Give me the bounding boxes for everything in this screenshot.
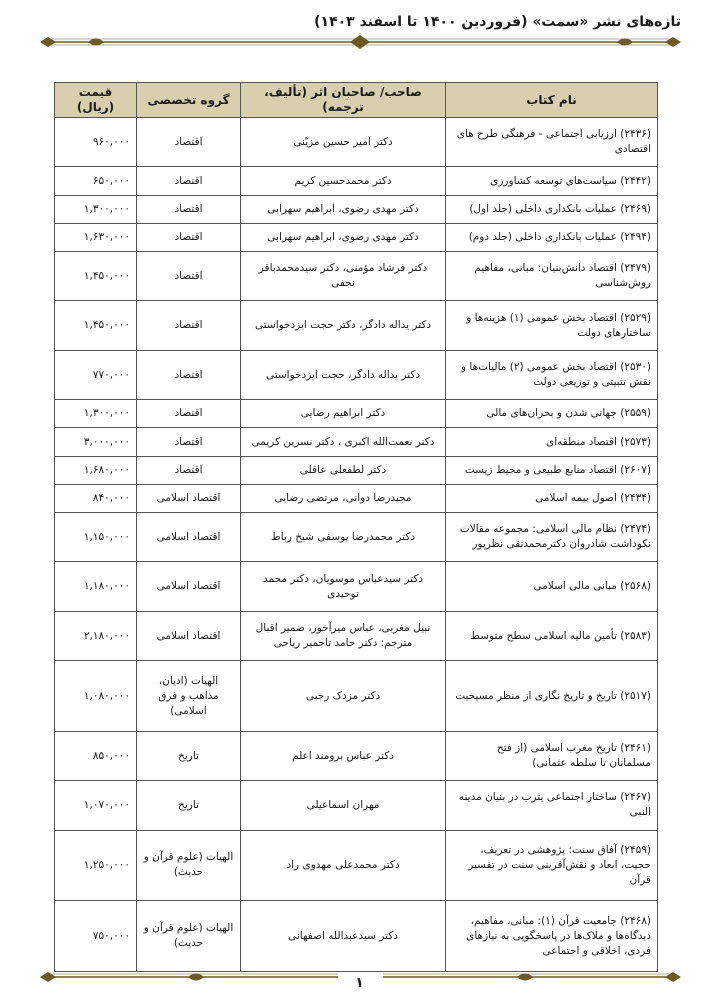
cell-author: دکتر یداله دادگر، دکتر حجت ایزدخواستی <box>241 301 446 350</box>
cell-price: ۱,۶۸۰,۰۰۰ <box>55 456 137 484</box>
cell-book-title: (۲۵۸۳) تأمین مالیه اسلامی سطح متوسط <box>446 611 658 660</box>
cell-book-title: (۲۴۶۸) جامعیت قرآن (۱): مبانی، مفاهیم، دیدگاه‌ها و ملاک‌ها در پاسخگویی به نیازهای فردی، اخلاقی و اجتماعی <box>446 901 658 972</box>
cell-price: ۳,۰۰۰,۰۰۰ <box>55 428 137 456</box>
table-row <box>55 830 658 901</box>
table-row <box>55 118 658 167</box>
cell-price: ۱,۲۵۰,۰۰۰ <box>55 830 137 901</box>
cell-group: اقتصاد <box>137 350 241 399</box>
cell-price: ۱,۱۸۰,۰۰۰ <box>55 562 137 611</box>
cell-group: اقتصاد <box>137 252 241 301</box>
cell-book-title: (۲۴۷۹) اقتصاد دانش‌بنیان: مبانی، مفاهیم روش‌شناسی <box>446 252 658 301</box>
table-row <box>55 901 658 972</box>
table-row <box>55 781 658 830</box>
cell-group: اقتصاد <box>137 301 241 350</box>
cell-group: اقتصاد <box>137 428 241 456</box>
page-number-label: ۱ <box>347 975 372 991</box>
cell-price: ۹۶۰,۰۰۰ <box>55 118 137 167</box>
cell-price: ۷۵۰,۰۰۰ <box>55 901 137 972</box>
books-table <box>54 82 658 972</box>
cell-book-title: (۲۵۲۹) اقتصاد بخش عمومی (۱) هزینه‌ها و ساختارهای دولت <box>446 301 658 350</box>
table-row <box>55 513 658 562</box>
cell-book-title: (۲۴۶۹) عملیات بانکداری داخلی (جلد اول) <box>446 195 658 223</box>
cell-book-title: (۲۴۳۴) اصول بیمه اسلامی <box>446 484 658 512</box>
table-row <box>55 400 658 428</box>
table-row <box>55 611 658 660</box>
cell-author: دکتر مهدی رضوی، ابراهیم سهرابی <box>241 223 446 251</box>
cell-price: ۸۵۰,۰۰۰ <box>55 731 137 780</box>
table-row <box>55 456 658 484</box>
cell-group: اقتصاد اسلامی <box>137 484 241 512</box>
cell-author: مهران اسماعیلی <box>241 781 446 830</box>
cell-group: اقتصاد <box>137 223 241 251</box>
cell-book-title: (۲۴۴۲) سیاست‌های توسعه کشاورزی <box>446 167 658 195</box>
page-number <box>0 975 719 991</box>
cell-price: ۱,۶۳۰,۰۰۰ <box>55 223 137 251</box>
cell-price: ۱,۳۰۰,۰۰۰ <box>55 400 137 428</box>
cell-group: تاریخ <box>137 781 241 830</box>
cell-book-title: (۲۵۱۷) تاریخ و تاریخ نگاری از منظر مسیحیت <box>446 661 658 732</box>
cell-price: ۷۷۰,۰۰۰ <box>55 350 137 399</box>
cell-author: دکتر فرشاد مؤمنی، دکتر سیدمحمدباقر نجفی <box>241 252 446 301</box>
cell-book-title: (۲۴۵۹) آفاق سنت: پژوهشی در تعریف، حجیت، ابعاد و نقش‌آفرینی سنت در تفسیر قرآن <box>446 830 658 901</box>
cell-author: دکتر محمدحسین کریم <box>241 167 446 195</box>
cell-book-title: (۲۴۶۷) ساختار اجتماعی یثرب در بنیان مدینه النبی <box>446 781 658 830</box>
table-row <box>55 484 658 512</box>
cell-book-title: (۲۶۰۷) اقتصاد منابع طبیعی و محیط زیست <box>446 456 658 484</box>
table-header-row <box>55 83 658 118</box>
page-header-title: تازه‌های نشر «سمت» (فروردین ۱۴۰۰ تا اسفند ۱۴۰۳) <box>314 14 681 30</box>
cell-price: ۱,۰۸۰,۰۰۰ <box>55 661 137 732</box>
column-header-price: قیمت (ریال) <box>55 83 137 118</box>
cell-price: ۱,۱۵۰,۰۰۰ <box>55 513 137 562</box>
cell-group: اقتصاد <box>137 195 241 223</box>
cell-group: الهیات (علوم قرآن و حدیث) <box>137 830 241 901</box>
cell-author: نبیل مغربی، عباس میرآخور، ضمیر اقبال مترجم: دکتر حامد تاجمیر ریاحی <box>241 611 446 660</box>
cell-author: دکتر مهدی رضوی، ابراهیم سهرابی <box>241 195 446 223</box>
table-row <box>55 350 658 399</box>
table-row <box>55 301 658 350</box>
cell-group: اقتصاد اسلامی <box>137 611 241 660</box>
cell-group: الهیات (علوم قرآن و حدیث) <box>137 901 241 972</box>
cell-book-title: (۲۴۷۴) نظام مالی اسلامی: مجموعه مقالات نکوداشت شادروان دکترمحمدنقی نظرپور <box>446 513 658 562</box>
cell-author: دکتر محمدعلی مهدوی راد <box>241 830 446 901</box>
cell-group: اقتصاد اسلامی <box>137 513 241 562</box>
cell-group: اقتصاد اسلامی <box>137 562 241 611</box>
cell-group: اقتصاد <box>137 456 241 484</box>
table-row <box>55 428 658 456</box>
cell-book-title: (۲۵۵۹) جهانی شدن و بحران‌های مالی <box>446 400 658 428</box>
cell-group: اقتصاد <box>137 400 241 428</box>
table-row <box>55 562 658 611</box>
cell-book-title: (۲۴۳۶) ارزیابی اجتماعی - فرهنگی طرح های اقتصادی <box>446 118 658 167</box>
cell-group: الهیات (ادیان، مذاهب و فرق اسلامی) <box>137 661 241 732</box>
cell-book-title: (۲۴۹۴) عملیات بانکداری داخلی (جلد دوم) <box>446 223 658 251</box>
cell-author: دکتر سیدعبدالله اصفهانی <box>241 901 446 972</box>
cell-author: دکتر سیدعباس موسویان، دکتر محمد توحیدی <box>241 562 446 611</box>
cell-author: دکتر لطفعلی عاقلی <box>241 456 446 484</box>
cell-author: دکتر عباس برومند اعلم <box>241 731 446 780</box>
cell-author: دکتر ابراهیم رضایی <box>241 400 446 428</box>
cell-price: ۲,۱۸۰,۰۰۰ <box>55 611 137 660</box>
column-header-group: گروه تخصصی <box>137 83 241 118</box>
cell-author: دکتر یداله دادگر، حجت ایزدخواستی <box>241 350 446 399</box>
table-row <box>55 167 658 195</box>
table-row <box>55 731 658 780</box>
cell-book-title: (۲۵۶۸) مبانی مالی اسلامی <box>446 562 658 611</box>
cell-price: ۶۵۰,۰۰۰ <box>55 167 137 195</box>
cell-price: ۸۴۰,۰۰۰ <box>55 484 137 512</box>
cell-price: ۱,۴۵۰,۰۰۰ <box>55 252 137 301</box>
cell-author: مجیدرضا دوانی، مرتضی رضایی <box>241 484 446 512</box>
column-header-title: نام کتاب <box>446 83 658 118</box>
table-row <box>55 661 658 732</box>
cell-price: ۱,۰۷۰,۰۰۰ <box>55 781 137 830</box>
cell-book-title: (۲۵۳۰) اقتصاد بخش عمومی (۲) مالیات‌ها و نقش تثبیتی و توزیعی دولت <box>446 350 658 399</box>
cell-author: دکتر محمدرضا یوسفی شیخ رباط <box>241 513 446 562</box>
table-row <box>55 252 658 301</box>
cell-price: ۱,۳۰۰,۰۰۰ <box>55 195 137 223</box>
table-row <box>55 223 658 251</box>
cell-author: دکتر نعمت‌الله اکبری ، دکتر نسرین کریمی <box>241 428 446 456</box>
cell-price: ۱,۴۵۰,۰۰۰ <box>55 301 137 350</box>
cell-book-title: (۲۴۶۱) تاریخ مغرب اسلامی (از فتح مسلمانان تا سلطه عثمانی) <box>446 731 658 780</box>
cell-book-title: (۲۵۷۳) اقتصاد منطقه‌ای <box>446 428 658 456</box>
table-row <box>55 195 658 223</box>
top-ornament-divider <box>38 34 683 50</box>
cell-group: اقتصاد <box>137 167 241 195</box>
cell-group: تاریخ <box>137 731 241 780</box>
cell-author: دکتر مزدک رجبی <box>241 661 446 732</box>
cell-author: دکتر امیر حسین مزیّنی <box>241 118 446 167</box>
cell-group: اقتصاد <box>137 118 241 167</box>
column-header-author: صاحب/ صاحبان اثر (تألیف، ترجمه) <box>241 83 446 118</box>
